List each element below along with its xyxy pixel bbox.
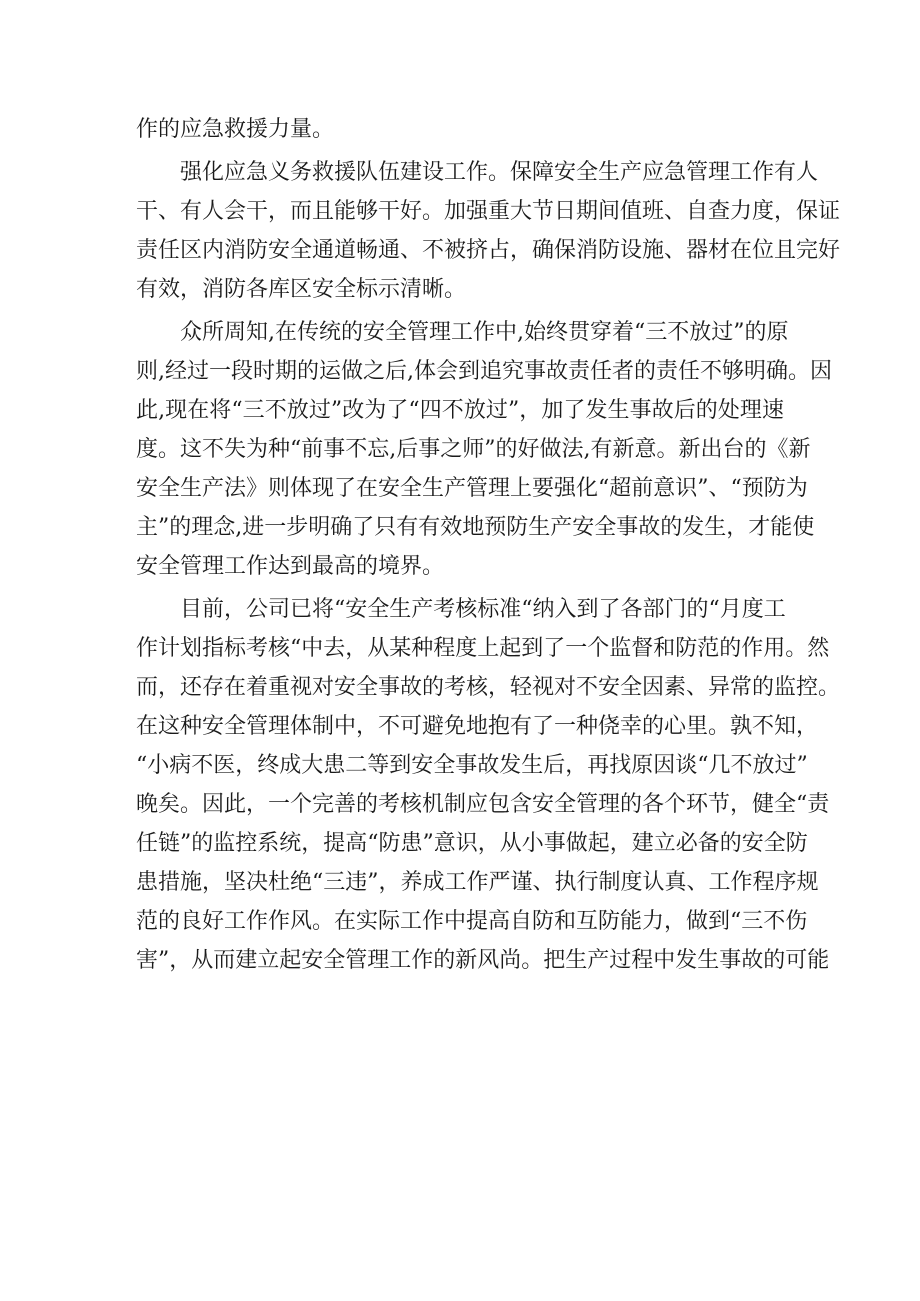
text-line: 而，还存在着重视对安全事故的考核，轻视对不安全因素、异常的监控。 <box>136 675 841 700</box>
text-line: 主”的理念,进一步明确了只有有效地预防生产安全事故的发生，才能使 <box>136 515 815 540</box>
text-line: 目前，公司已将“安全生产考核标准“纳入到了各部门的“月度工 <box>180 597 786 622</box>
document-body <box>136 110 841 980</box>
text-line: 责任区内消防安全通道畅通、不被挤占，确保消防设施、器材在位且完好 <box>136 238 841 263</box>
paragraph-3 <box>136 313 832 586</box>
text-line: “小病不医，终成大患二等到安全事故发生后，再找原因谈“几不放过” <box>136 753 808 778</box>
text-line: 此,现在将“三不放过”改为了“四不放过”，加了发生事故后的处理速 <box>136 398 784 423</box>
paragraph-4 <box>136 590 841 980</box>
text-line: 作计划指标考核“中去，从某种程度上起到了一个监督和防范的作用。然 <box>136 636 830 661</box>
text-line: 众所周知,在传统的安全管理工作中,始终贯穿着“三不放过”的原 <box>180 320 789 345</box>
text-line: 害”，从而建立起安全管理工作的新风尚。把生产过程中发生事故的可能 <box>136 948 830 973</box>
text-line: 患措施，坚决杜绝“三违”，养成工作严谨、执行制度认真、工作程序规 <box>136 870 819 895</box>
text-line: 范的良好工作作风。在实际工作中提高自防和互防能力，做到“三不伤 <box>136 909 808 934</box>
text-line: 晚矣。因此，一个完善的考核机制应包含安全管理的各个环节，健全“责 <box>136 792 830 817</box>
text-line: 安全管理工作达到最高的境界。 <box>136 554 445 579</box>
text-line: 作的应急救援力量。 <box>136 117 335 142</box>
text-line: 任链”的监控系统，提高“防患”意识，从小事做起，建立必备的安全防 <box>136 831 808 856</box>
text-line: 干、有人会干，而且能够干好。加强重大节日期间值班、自查力度，保证 <box>136 199 841 224</box>
text-line: 度。这不失为种“前事不忘,后事之师”的好做法,有新意。新出台的《新 <box>136 437 811 462</box>
text-line: 安全生产法》则体现了在安全生产管理上要强化“超前意识”、“预防为 <box>136 476 808 501</box>
text-line: 在这种安全管理体制中，不可避免地抱有了一种侥幸的心里。孰不知， <box>136 714 819 739</box>
text-line: 强化应急义务救援队伍建设工作。保障安全生产应急管理工作有人 <box>180 160 819 185</box>
text-line: 则,经过一段时期的运做之后,体会到追究事故责任者的责任不够明确。因 <box>136 359 832 384</box>
paragraph-1 <box>136 110 784 149</box>
paragraph-2 <box>136 153 841 309</box>
text-line: 有效，消防各库区安全标示清晰。 <box>136 277 467 302</box>
